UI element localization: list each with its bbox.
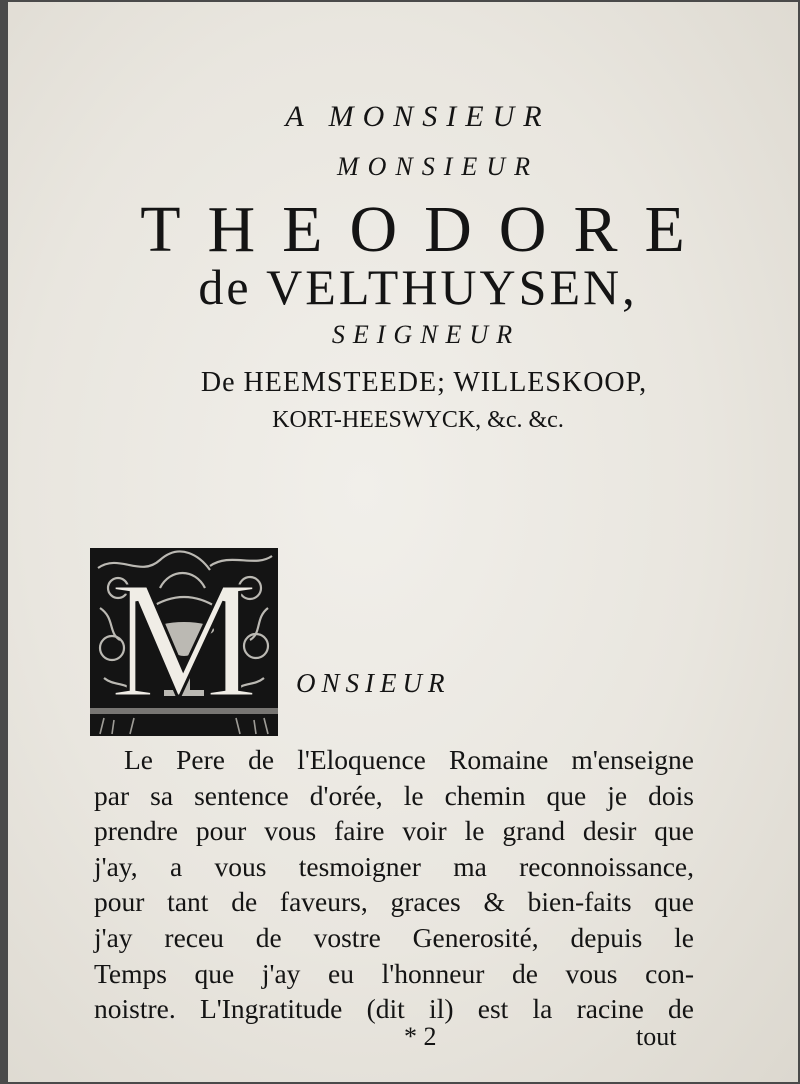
salutation: ONSIEUR [296,668,451,698]
signature-mark: * 2 [404,1022,437,1051]
catchword: tout [636,1022,677,1051]
lordships-line-2: KORT-HEESWYCK, &c. &c. [272,407,564,433]
text-line: pour tant de faveurs, graces & bien-faits que [94,886,694,918]
book-page [8,2,798,1082]
title-seigneur: SEIGNEUR [331,320,521,349]
text-line: j'ay receu de vostre Generosité, depuis le [94,921,694,953]
drop-cap-ornament-icon [90,548,278,736]
ornamental-drop-cap [90,548,278,736]
letter-body [94,742,694,1027]
text-line: Temps que j'ay eu l'honneur de vous con- [94,957,694,989]
dedicatee-surname: de VELTHUYSEN, [198,259,638,315]
text-line: prendre pour vous faire voir le grand desir que [94,815,694,847]
dedicatee-first-name: THEODORE [140,193,712,266]
text-line: noistre. L'Ingratitude (dit il) est la racine de [94,993,694,1025]
text-line: par sa sentence d'orée, le chemin que je dois [94,779,694,811]
dedication-line-2: MONSIEUR [337,152,539,181]
dedication-line-1: A MONSIEUR [285,100,551,133]
drop-cap-letter: M [109,548,259,733]
text-line: Le Pere de l'Eloquence Romaine m'enseigne [124,744,694,775]
lordships-line-1: De HEEMSTEEDE; WILLESKOOP, [200,367,648,398]
text-line: j'ay, a vous tesmoigner ma reconnoissance, [94,850,694,882]
